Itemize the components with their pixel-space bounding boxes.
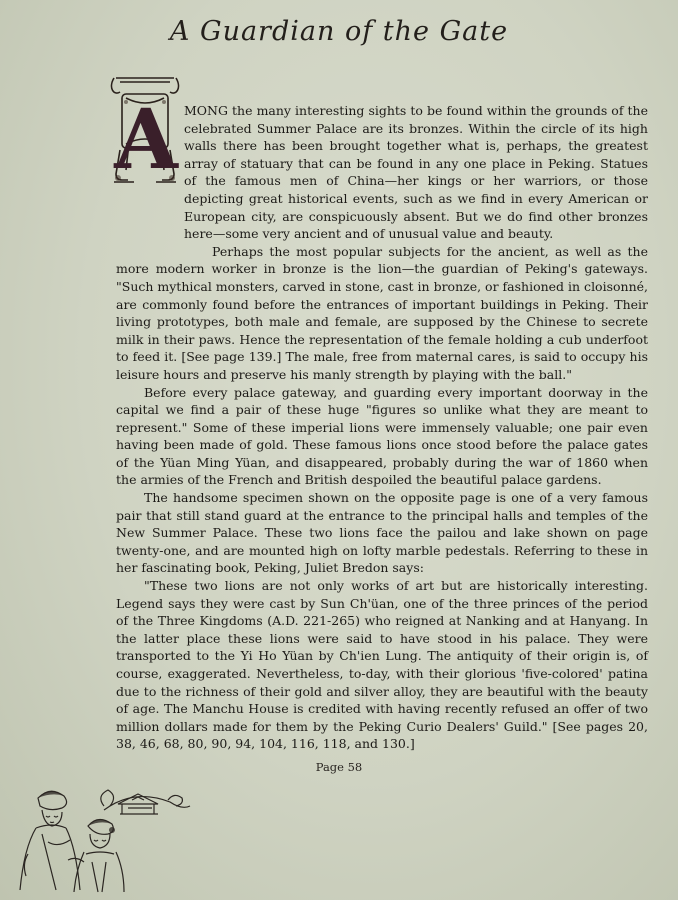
page-title: A Guardian of the Gate bbox=[169, 16, 509, 47]
page-number: Page 58 bbox=[315, 760, 363, 774]
paragraph-2: Perhaps the most popular subjects for the ancient, as well as the more modern worker in bronze is the lion—the guardian of Peking's gateways. "Such mythical monsters, carved in stone, cast in bronze, or fashioned in cloisonné, are commonly found before the entrances of important buildings in Peking. Their living prototypes, both male and female, are supposed by the Chinese to secrete milk in their paws. Hence the representation of the female holding a cub underfoot to feed it. [See page 139.] The male, free from maternal cares, is said to occupy his leisure hours and preserve his manly strength by playing with the ball." bbox=[116, 243, 648, 382]
dropcap-spacer bbox=[116, 102, 182, 260]
paragraph-3: Before every palace gateway, and guarding every important doorway in the capital we find a pair of these huge "figures so unlike what they are meant to represent." Some of these imperial lions were immensely valuable; one pair even having been made of gold. These famous lions once stood before the palace gates of the Yüan Ming Yüan, and disappeared, probably during the war of 1860 when the armies of the French and British despoiled the beautiful palace gardens. bbox=[116, 384, 648, 488]
paragraph-1: MONG the many interesting sights to be found within the grounds of the celebrated Summer Palace are its bronzes. Within the circle of its high walls there has been brought together what is, perhaps, the greatest array of statuary that can be found in any one place in Peking. Statues of the famous men of China—her kings or her warriors, or those depicting great historical events, such as we find in every American or European city, are conspicuously absent. But we do find other bronzes here—some very ancient and of unusual value and beauty. bbox=[184, 103, 648, 242]
illustration-figures-vignette bbox=[8, 770, 198, 895]
paragraph-5-quotation: "These two lions are not only works of art but are historically interesting. Legend says they were cast by Sun Ch'üan, one of the three princes of the period of the Three Kingdoms (A.D. 221-265) who reigned at Nanking and at Hanyang. In the latter place these lions were said to have stood in his palace. They were transported to the Yi Ho Yüan by Ch'ien Lung. The antiquity of their origin is, of course, exaggerated. Nevertheless, to-day, with their glorious 'five-colored' patina due to the richness of their gold and silver alloy, they are beautiful with the beauty of age. The Manchu House is credited with having recently refused an offer of two million dollars made for them by the Peking Curio Dealers' Guild." [See pages 20, 38, 46, 68, 80, 90, 94, 104, 116, 118, and 130.] bbox=[116, 578, 648, 752]
article-body bbox=[116, 102, 648, 753]
dropcap-letter: A bbox=[114, 92, 178, 188]
paragraph-4: The handsome specimen shown on the opposite page is one of a very famous pair that still stand guard at the entrance to the principal halls and temples of the New Summer Palace. These two lions face the pailou and lake shown on page twenty-one, and are mounted high on lofty marble pedestals. Referring to these in her fascinating book, Peking, Juliet Bredon says: bbox=[116, 490, 648, 576]
